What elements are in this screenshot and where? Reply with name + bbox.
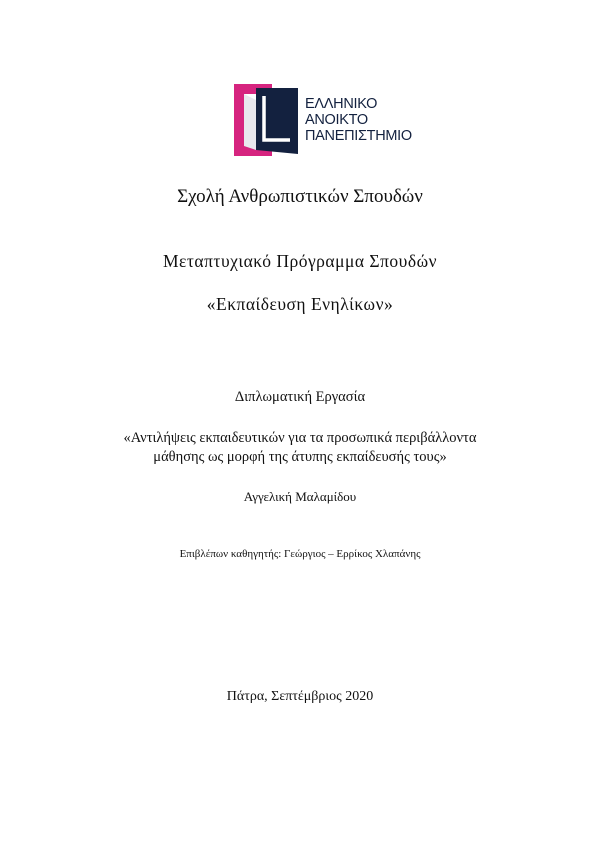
school-name: Σχολή Ανθρωπιστικών Σπουδών [177,186,423,207]
program-name: «Εκπαίδευση Ενηλίκων» [206,294,394,314]
logo-line-1: ΕΛΛΗΝΙΚΟ [305,96,378,112]
program-heading: Μεταπτυχιακό Πρόγραμμα Σπουδών [162,251,438,271]
logo-line-3: ΠΑΝΕΠΙΣΤΗΜΙΟ [305,128,412,144]
thesis-title-line-2: μάθησης ως μορφή της άτυπης εκπαίδευσής τους» [153,449,447,465]
university-emblem-icon [234,84,304,156]
supervisor: Επιβλέπων καθηγητής: Γεώργιος – Ερρίκος Χλαπάνης [179,548,421,560]
author-name: Αγγελική Μαλαμίδου [243,489,357,504]
place-date: Πάτρα, Σεπτέμβριος 2020 [226,689,374,704]
logo-line-2: ΑΝΟΙΚΤΟ [305,112,368,128]
thesis-title-line-1: «Αντιλήψεις εκπαιδευτικών για τα προσωπικά περιβάλλοντα [123,430,477,446]
thesis-type: Διπλωματική Εργασία [234,389,366,405]
university-name [305,96,412,144]
university-logo [234,84,434,156]
thesis-title [0,429,600,467]
